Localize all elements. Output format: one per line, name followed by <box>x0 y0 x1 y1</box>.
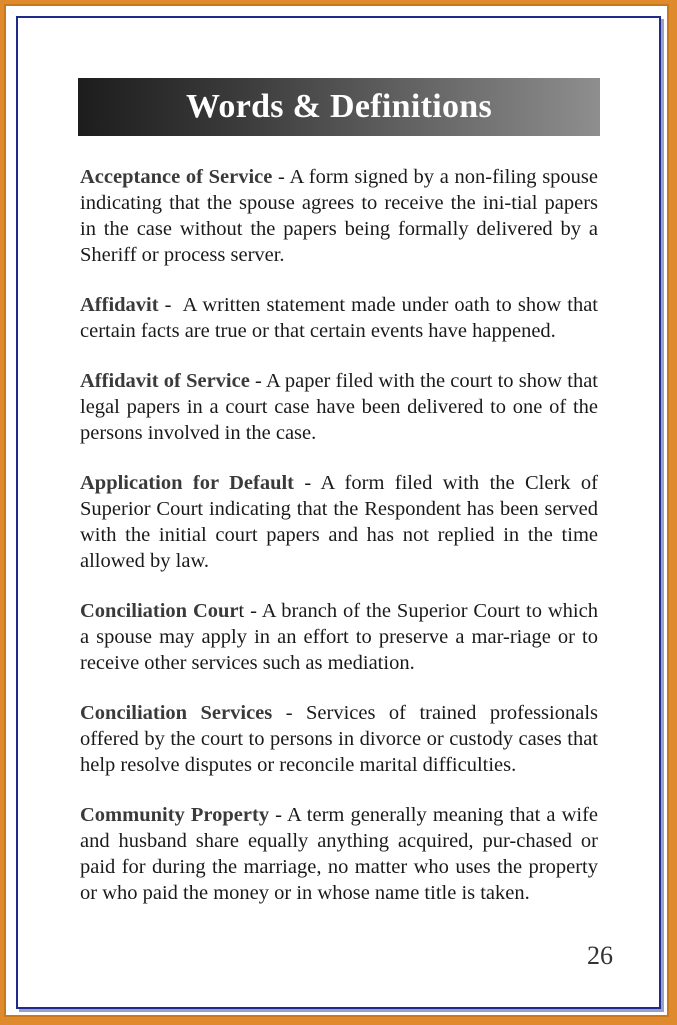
definition-entry <box>80 802 598 906</box>
definitions-list <box>80 164 609 930</box>
definition-separator: - <box>272 702 306 724</box>
definition-term: Acceptance of Service <box>80 166 273 188</box>
definition-text: Services of trained professionals offered by the court to persons in divorce or custody cases that help resolve disputes or reconcile marital difficulties. <box>80 702 598 776</box>
definition-term: Community Property <box>80 804 270 826</box>
definition-text: A term generally meaning that a wife and husband share equally anything acquired, pur-chased or paid for during the marriage, no matter who uses the property or who paid the money or in whose name title is taken. <box>80 804 599 904</box>
definition-term: Affidavit <box>80 294 159 316</box>
definition-separator: - <box>269 804 287 826</box>
definition-entry <box>80 164 598 268</box>
definition-text: A paper filed with the court to show that legal papers in a court case have been delivered to one of the persons involved in the case. <box>80 370 598 444</box>
definition-entry <box>80 700 598 778</box>
definition-term: Conciliation Services <box>80 702 273 724</box>
definition-entry <box>80 470 598 574</box>
document-page <box>16 16 661 1009</box>
definition-text: A form filed with the Clerk of Superior Court indicating that the Respondent has been served with the initial court papers and has not replied in the time allowed by law. <box>80 472 598 572</box>
definition-separator: - <box>272 166 290 188</box>
page-title: Words & Definitions <box>185 88 493 125</box>
definition-separator: - <box>294 472 321 494</box>
definition-separator: - <box>249 370 266 392</box>
definition-separator: - <box>158 294 183 316</box>
definition-term: Affidavit of Service <box>80 370 250 392</box>
definition-text: A branch of the Superior Court to which a spouse may apply in an effort to preserve a mar-riage or to receive other services such as mediation. <box>80 600 609 674</box>
definition-term: Conciliation Cour <box>80 600 239 622</box>
page-number: 26 <box>587 941 613 970</box>
definition-text: A written statement made under oath to show that certain facts are true or that certain events have happened. <box>80 294 598 342</box>
definition-entry <box>80 598 609 676</box>
definition-entry <box>80 292 598 344</box>
definition-entry <box>80 368 598 446</box>
definition-separator: t - <box>238 600 262 622</box>
title-bar <box>78 78 600 136</box>
definition-text: A form signed by a non-filing spouse indicating that the spouse agrees to receive the ini-tial papers in the case without the papers being formally delivered by a Sheriff or process server. <box>80 166 598 266</box>
definition-term: Application for Default <box>80 472 295 494</box>
